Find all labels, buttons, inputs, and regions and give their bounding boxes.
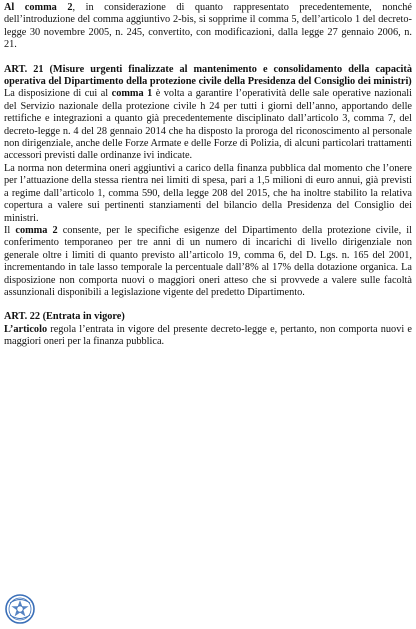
- art21-p1-start: La disposizione di cui al: [4, 88, 112, 100]
- art21-paragraph-2: La norma non determina oneri aggiuntivi a carico della finanza pubblica dal momento che l’onere per l’attuazione della stessa rientra nei limiti di spesa, pari a 1,5 milioni di euro annui, già previsti a regime dall’articolo 1, comma 590, della legge 208 del 2015, che ha inoltre stabilito la relativa copertura a valere sui pertinenti stanziamenti del bilancio della Presidenza del Consiglio dei ministri.: [4, 162, 412, 224]
- spacer: [4, 52, 412, 64]
- art21-p3-end: consente, per le specifiche esigenze del Dipartimento della protezione civile, il conferimento temporaneo per tre anni di un numero di incarichi di livello dirigenziale non generale oltre i limiti di quanto previsto all’articolo 19, comma 6, del D. Lgs. n. 165 del 2001, incrementando in tale lasso temporale la percentuale dall’8% al 17% della dotazione organica. La disposizione non comporta nuovi o maggiori oneri atteso che si provvede a valere sulle facoltà assunzionali disponibili a legislazione vigente del predetto Dipartimento.: [4, 224, 412, 298]
- spacer: [4, 299, 412, 311]
- art22-paragraph-1: [4, 324, 412, 349]
- art21-paragraph-3: [4, 225, 412, 299]
- intro-paragraph: [4, 2, 412, 52]
- art21-p1-bold: comma 1: [111, 88, 153, 100]
- art21-paragraph-1: [4, 88, 412, 162]
- republic-emblem-icon: [5, 594, 35, 624]
- art21-p3-bold: comma 2: [15, 224, 58, 236]
- art21-heading: ART. 21 (Misure urgenti finalizzate al mantenimento e consolidamento della capacità operativa del Dipartimento della protezione civile della Presidenza del Consiglio dei ministri): [4, 63, 412, 88]
- art22-heading: ART. 22 (Entrata in vigore): [4, 311, 125, 323]
- art22-p1-end: regola l’entrata in vigore del presente decreto-legge e, pertanto, non comporta nuovi e maggiori oneri per la finanza pubblica.: [4, 323, 412, 348]
- art22-p1-bold: L’articolo: [4, 323, 48, 335]
- art21-p1-end: è volta a garantire l’operatività delle sale operative nazionali del Servizio nazionale della protezione civile h 24 per tutti i giorni dell’anno, apportando delle rettifiche e integrazioni a quanto già precedentemente disciplinato dall’articolo 3, comma 7, del decreto-legge n. 4 del 28 gennaio 2014 che ha disposto la proroga del riconoscimento al personale non dirigenziale, anche delle Forze Armate e delle Forze di Polizia, di alcuni particolari trattamenti accessori previsti dalle ordinanze ivi indicate.: [4, 88, 413, 162]
- document-body: [4, 2, 412, 349]
- intro-text: , in considerazione di quanto rappresentato precedentemente, nonché dell’introduzione del comma aggiuntivo 2-bis, si sopprime il comma 5, dell’articolo 1 del decreto-legge 30 novembre 2005, n. 245, convertito, con modificazioni, dalla legge 27 gennaio 2006, n. 21.: [4, 2, 412, 51]
- art21-p3-start: Il: [4, 224, 16, 236]
- intro-bold: Al comma 2: [4, 2, 73, 13]
